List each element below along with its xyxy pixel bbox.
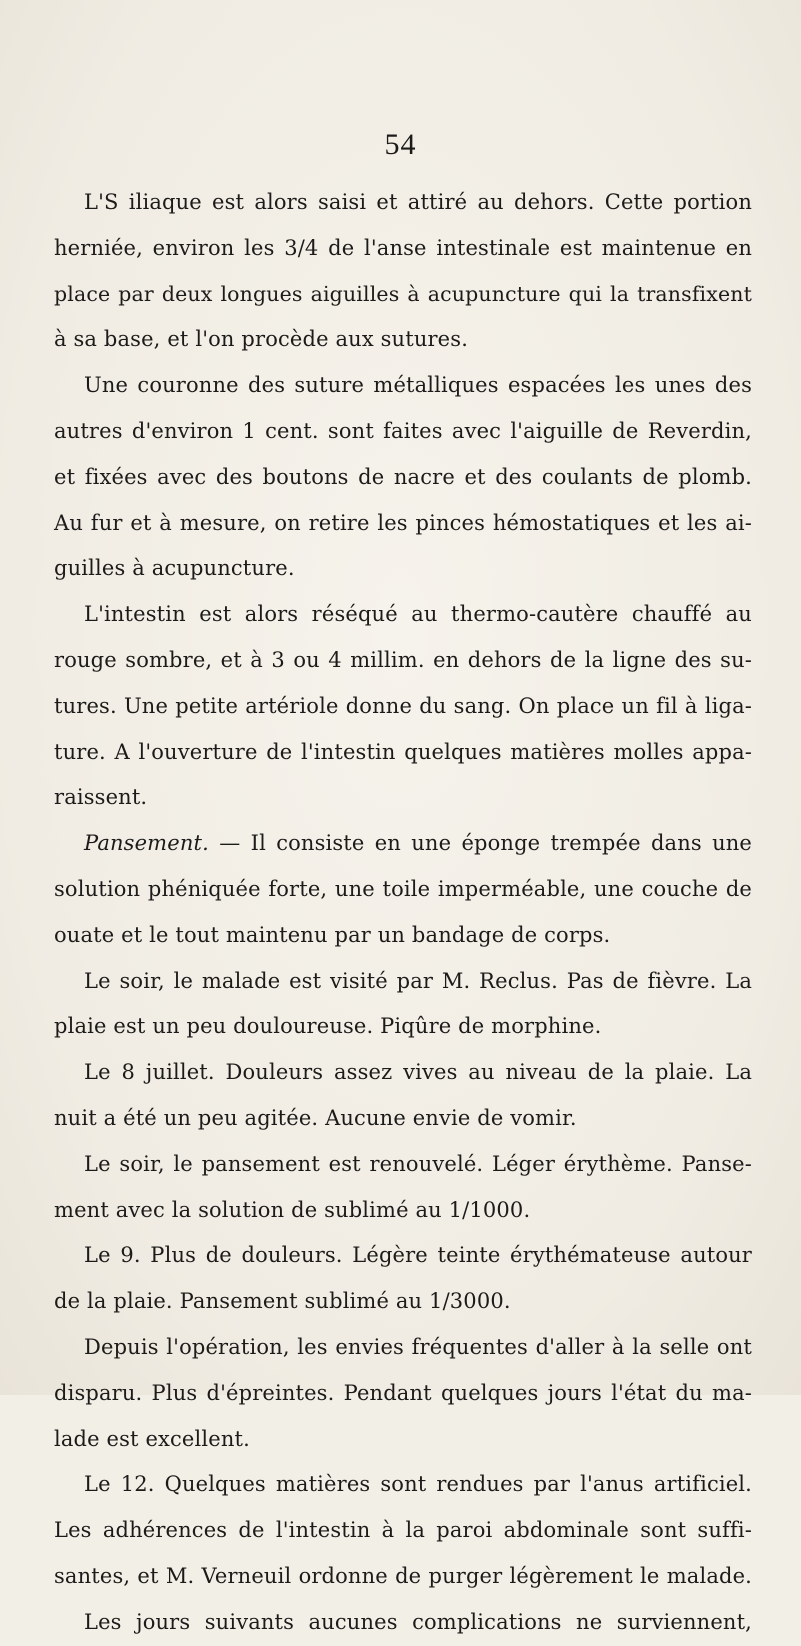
text-line: L'S iliaque est alors saisi et attiré au dehors. Cette portion: [84, 190, 752, 214]
text-line: Depuis l'opération, les envies fréquentes d'aller à la selle ont: [84, 1334, 752, 1359]
text-line: guilles à acupuncture.: [54, 556, 295, 581]
text-line: Le soir, le pansement est renouvelé. Léger érythème. Panse-: [84, 1151, 752, 1176]
text-line: nuit a été un peu agitée. Aucune envie de vomir.: [54, 1105, 577, 1130]
page-number: 54: [384, 128, 417, 161]
body-text: [54, 180, 752, 1646]
text-line: raissent.: [54, 785, 148, 810]
text-line: ment avec la solution de sublimé au 1/1000.: [54, 1197, 531, 1222]
section-heading: Pansement.: [84, 831, 209, 856]
text-line: L'intestin est alors réséqué au thermo-cautère chauffé au: [84, 602, 752, 627]
text-line: solution phéniquée forte, une toile imperméable, une couche de: [54, 876, 752, 901]
text-line: de la plaie. Pansement sublimé au 1/3000.: [54, 1289, 511, 1314]
text-line: Le 8 juillet. Douleurs assez vives au niveau de la plaie. La: [84, 1060, 752, 1085]
text-line: Les adhérences de l'intestin à la paroi abdominale sont suffi-: [54, 1518, 752, 1543]
text-line: lade est excellent.: [54, 1426, 250, 1451]
text-line: herniée, environ les 3/4 de l'anse intestinale est maintenue en: [54, 235, 752, 260]
text-line: et fixées avec des boutons de nacre et des coulants de plomb.: [54, 464, 752, 489]
text-line: Une couronne des suture métalliques espacées les unes des: [84, 373, 752, 398]
text-line: plaie est un peu douloureuse. Piqûre de morphine.: [54, 1014, 602, 1039]
text-line: Le 12. Quelques matières sont rendues par l'anus artificiel.: [84, 1472, 752, 1497]
text-line-content: — Il consiste en une éponge trempée dans une: [219, 831, 753, 856]
text-line: Au fur et à mesure, on retire les pinces hémostatiques et les ai-: [54, 510, 752, 535]
text-line: [54, 821, 752, 867]
text-line: rouge sombre, et à 3 ou 4 millim. en dehors de la ligne des su-: [54, 647, 752, 672]
text-line: Les jours suivants aucunes complications ne surviennent,: [84, 1609, 752, 1634]
text-line: à sa base, et l'on procède aux sutures.: [54, 327, 469, 352]
text-line: place par deux longues aiguilles à acupuncture qui la transfixent: [54, 281, 752, 306]
text-line: Le 9. Plus de douleurs. Légère teinte érythémateuse autour: [84, 1243, 752, 1268]
text-line: ture. A l'ouverture de l'intestin quelques matières molles appa-: [54, 739, 752, 764]
text-line: autres d'environ 1 cent. sont faites avec l'aiguille de Reverdin,: [54, 418, 752, 443]
text-line: ouate et le tout maintenu par un bandage de corps.: [54, 922, 611, 947]
text-line: Le soir, le malade est visité par M. Reclus. Pas de fièvre. La: [84, 968, 752, 993]
text-line: tures. Une petite artériole donne du sang. On place un fil à liga-: [54, 693, 752, 718]
text-line: disparu. Plus d'épreintes. Pendant quelques jours l'état du ma-: [54, 1380, 752, 1405]
text-line: santes, et M. Verneuil ordonne de purger légèrement le malade.: [54, 1563, 752, 1588]
